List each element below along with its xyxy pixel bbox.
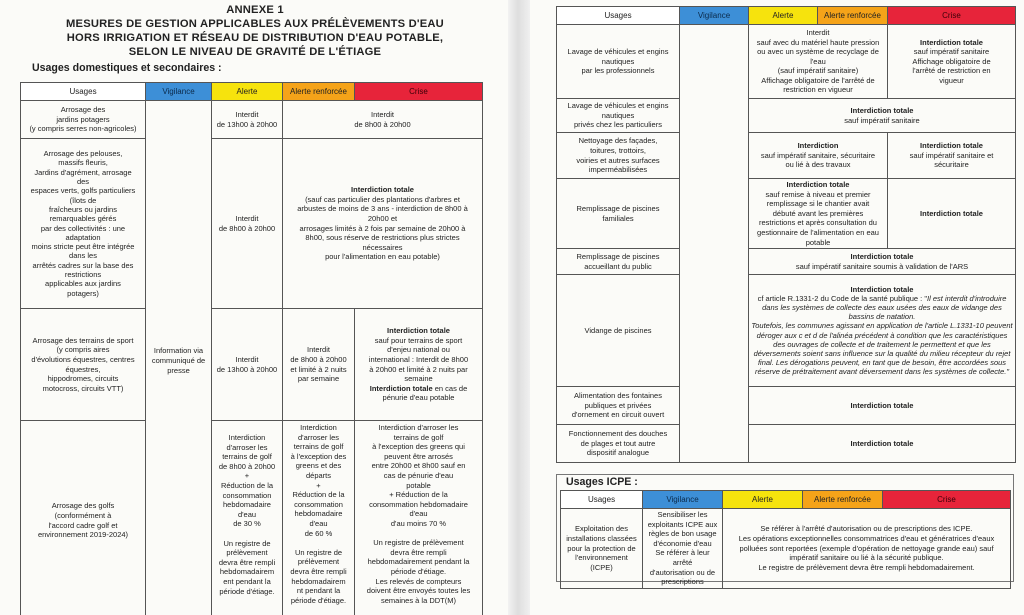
crise-cell — [888, 25, 1016, 99]
measure-text: sauf impératif sanitaire et sécuritaire — [909, 150, 994, 170]
header-usages: Usages — [21, 83, 146, 101]
header-alerte: Alerte — [749, 7, 818, 25]
table-row — [557, 25, 1016, 99]
measure-text: sauf impératif sanitaire, sécuritaire ou lié à des travaux — [760, 150, 876, 170]
icpe-table — [560, 490, 1011, 589]
header-usages: Usages — [557, 7, 680, 25]
measure-title: Interdiction totale — [387, 326, 450, 336]
measure-text: sauf pour terrains de sport d'enjeu national ou international : Interdit de 8h00 à 20h00 et limité à 2 nuits par semaine — [368, 335, 469, 384]
annex-title-line3: SELON LE NIVEAU DE GRAVITÉ DE L'ÉTIAGE — [128, 46, 382, 58]
table-row — [557, 133, 1016, 179]
table-row — [557, 249, 1016, 275]
renforcee-cell: Interdit de 8h00 à 20h00 et limité à 2 nuits par semaine — [283, 309, 355, 421]
measure-title: Interdiction totale — [920, 141, 983, 151]
table-row — [21, 101, 483, 139]
all-levels-cell: Se référer à l'arrêté d'autorisation ou de prescriptions des ICPE. Les opérations exceptionnelles consommatrices d'eau et génératrices d'eaux polluées sont reportées (exemple d'opération de nettoyage grande eau) sauf impératif sanitaire ou lié à la sécurité publique. Le registre de prélèvement devra être rempli hebdomadairement. — [723, 509, 1011, 589]
renforcee-crise-cell — [283, 139, 483, 309]
table-header-row — [561, 491, 1011, 509]
all-levels-cell — [749, 99, 1016, 133]
domestic-measures-table — [20, 82, 483, 615]
measure-title: Interdiction totale — [850, 284, 914, 294]
table-header-row — [557, 7, 1016, 25]
usage-cell: Lavage de véhicules et engins nautiques privés chez les particuliers — [557, 99, 680, 133]
measure-quote: Il est interdit d'introduire dans les systèmes de collecte des eaux usées des eaux de vidange des bassins de natation. Toutefois, les communes agissant en application de l'article L.1331-10 peuvent déroger aux c et d de l'alinéa précédent à condition que les caractéristiques des ouvrages de collecte et de traitement le permettent et que les déversements soient sans influence sur la qualité du milieu récepteur du rejet final. Les dérogations peuvent, en tant que de besoin, être accordées sous réserve de prétraitement avant déversement dans les systèmes de collecte." — [751, 293, 1013, 377]
header-crise: Crise — [883, 491, 1011, 509]
annex-title-line2: HORS IRRIGATION ET RÉSEAU DE DISTRIBUTION D'EAU POTABLE, — [66, 32, 444, 44]
alerte-cell: Interdiction d'arroser les terrains de golf de 8h00 à 20h00 + Réduction de la consommation hebdomadaire d'eau de 30 % Un registre de prélèvement devra être rempli hebdomadairem ent pendant la période d'étiage. — [212, 421, 283, 615]
renforcee-crise-cell: Interdit de 8h00 à 20h00 — [283, 101, 483, 139]
crise-cell — [888, 133, 1016, 179]
header-alerte-renforcee: Alerte renforcée — [803, 491, 883, 509]
measure-text: en cas de pénurie d'eau potable — [382, 383, 468, 403]
measure-title: Interdiction — [797, 141, 839, 151]
measure-text: sauf remise à niveau et premier remplissage si le chantier avait débuté avant les premières restrictions et après consultation du gestionnaire de l'alimentation en eau potable — [757, 189, 879, 247]
measure-text: (sauf cas particulier des plantations d'arbres et arbustes de moins de 3 ans - interdiction de 8h00 à 20h00 et arrosages limités à 2 fois par semaine de 20h00 à 8h00, sous réserve de restrictions plus strictes nécessaires pour l'alimentation en eau potable) — [297, 194, 468, 262]
alerte-renforcee-cell: Interdit sauf avec du matériel haute pression ou avec un système de recyclage de l'eau (sauf impératif sanitaire) Affichage obligatoire de l'arrêté de restriction en vigueur — [749, 25, 888, 99]
measure-text: sauf impératif sanitaire soumis à validation de l'ARS — [795, 261, 969, 271]
table-row — [21, 139, 483, 309]
alerte-cell: Interdit de 8h00 à 20h00 — [212, 139, 283, 309]
header-vigilance: Vigilance — [680, 7, 749, 25]
table-row — [21, 309, 483, 421]
table-row — [21, 421, 483, 615]
usage-cell: Vidange de piscines — [557, 275, 680, 387]
usage-cell: Exploitation des installations classées pour la protection de l'environnement (ICPE) — [561, 509, 643, 589]
section-icpe-label: Usages ICPE : — [566, 476, 638, 488]
header-alerte: Alerte — [212, 83, 283, 101]
vigilance-cell: Information via communiqué de presse — [146, 101, 212, 615]
header-usages: Usages — [561, 491, 643, 509]
header-vigilance: Vigilance — [146, 83, 212, 101]
usage-cell: Arrosage des golfs (conformément à l'accord cadre golf et environnement 2019-2024) — [21, 421, 146, 615]
crise-cell — [355, 309, 483, 421]
table-row — [557, 99, 1016, 133]
vigilance-cell — [680, 25, 749, 463]
all-levels-cell: Interdiction totale — [749, 387, 1016, 425]
alerte-renforcee-cell — [749, 133, 888, 179]
measure-title: Interdiction totale — [786, 180, 850, 189]
measure-title: Interdiction totale — [920, 37, 983, 47]
header-crise: Crise — [888, 7, 1016, 25]
table-row — [557, 387, 1016, 425]
annex-title-line1: MESURES DE GESTION APPLICABLES AUX PRÉLÈVEMENTS D'EAU — [66, 18, 444, 30]
page-gutter — [508, 0, 530, 615]
table-header-row — [21, 83, 483, 101]
measure-text: cf article R.1331-2 du Code de la santé publique : " — [757, 293, 928, 303]
usage-cell: Arrosage des pelouses, massifs fleuris, Jardins d'agrément, arrosage des espaces verts, golfs particuliers (îlots de fraîcheurs ou jardins remarquables gérés par des collectivités : une adaptation moins stricte peut être intégrée dans les arrêtés cadres sur la base des restrictions applicables aux jardins potagers) — [21, 139, 146, 309]
left-page — [0, 0, 508, 615]
all-levels-cell — [749, 249, 1016, 275]
usage-cell: Remplissage de piscines accueillant du public — [557, 249, 680, 275]
measure-title: Interdiction totale — [351, 185, 414, 195]
header-alerte-renforcee: Alerte renforcée — [283, 83, 355, 101]
crise-cell: Interdiction totale — [888, 179, 1016, 249]
table-row — [557, 275, 1016, 387]
all-levels-cell — [749, 275, 1016, 387]
header-alerte-renforcee: Alerte renforcée — [818, 7, 888, 25]
usage-cell: Fonctionnement des douches de plages et tout autre dispositif analogue — [557, 425, 680, 463]
annex-title-block — [20, 3, 490, 59]
header-vigilance: Vigilance — [643, 491, 723, 509]
domestic-measures-table-continued — [556, 6, 1016, 463]
header-alerte: Alerte — [723, 491, 803, 509]
crise-cell: Interdiction d'arroser les terrains de golf à l'exception des greens qui peuvent être arrosés entre 20h00 et 8h00 sauf en cas de pénurie d'eau potable + Réduction de la consommation hebdomadaire d'eau d'au moins 70 % Un registre de prélèvement devra être rempli hebdomadairement pendant la période d'étiage. Les relevés de compteurs doivent être envoyés toutes les semaines à la DDT(M) — [355, 421, 483, 615]
alerte-cell: Interdit de 13h00 à 20h00 — [212, 309, 283, 421]
measure-text: sauf impératif sanitaire — [844, 115, 920, 125]
all-levels-cell: Interdiction totale — [749, 425, 1016, 463]
measure-text: sauf impératif sanitaire Affichage obligatoire de l'arrêté de restriction en vigueur — [912, 47, 991, 85]
usage-cell: Nettoyage des façades, toitures, trottoirs, voiries et autres surfaces imperméabilisées — [557, 133, 680, 179]
header-crise: Crise — [355, 83, 483, 101]
alerte-renforcee-cell — [749, 179, 888, 249]
table-row — [557, 425, 1016, 463]
section-domestic-label: Usages domestiques et secondaires : — [32, 62, 222, 74]
table-row — [561, 509, 1011, 589]
usage-cell: Alimentation des fontaines publiques et privées d'ornement en circuit ouvert — [557, 387, 680, 425]
measure-title: Interdiction totale — [850, 105, 914, 115]
usage-cell: Lavage de véhicules et engins nautiques par les professionnels — [557, 25, 680, 99]
renforcee-cell: Interdiction d'arroser les terrains de golf à l'exception des greens et des départs + Réduction de la consommation hebdomadaire d'eau de 60 % Un registre de prélèvement devra être rempli hebdomadairem nt pendant la période d'étiage. — [283, 421, 355, 615]
table-row — [557, 179, 1016, 249]
annex-number: ANNEXE 1 — [226, 4, 284, 16]
measure-title: Interdiction totale — [850, 252, 914, 262]
usage-cell: Arrosage des jardins potagers (y compris serres non-agricoles) — [21, 101, 146, 139]
vigilance-cell: Sensibiliser les exploitants ICPE aux règles de bon usage d'économie d'eau Se référer à leur arrêté d'autorisation ou de prescriptions — [643, 509, 723, 589]
usage-cell: Remplissage de piscines familiales — [557, 179, 680, 249]
measure-title: Interdiction totale — [369, 383, 433, 393]
alerte-cell: Interdit de 13h00 à 20h00 — [212, 101, 283, 139]
usage-cell: Arrosage des terrains de sport (y compris aires d'évolutions équestres, centres équestres, hippodromes, circuits motocross, circuits VTT) — [21, 309, 146, 421]
